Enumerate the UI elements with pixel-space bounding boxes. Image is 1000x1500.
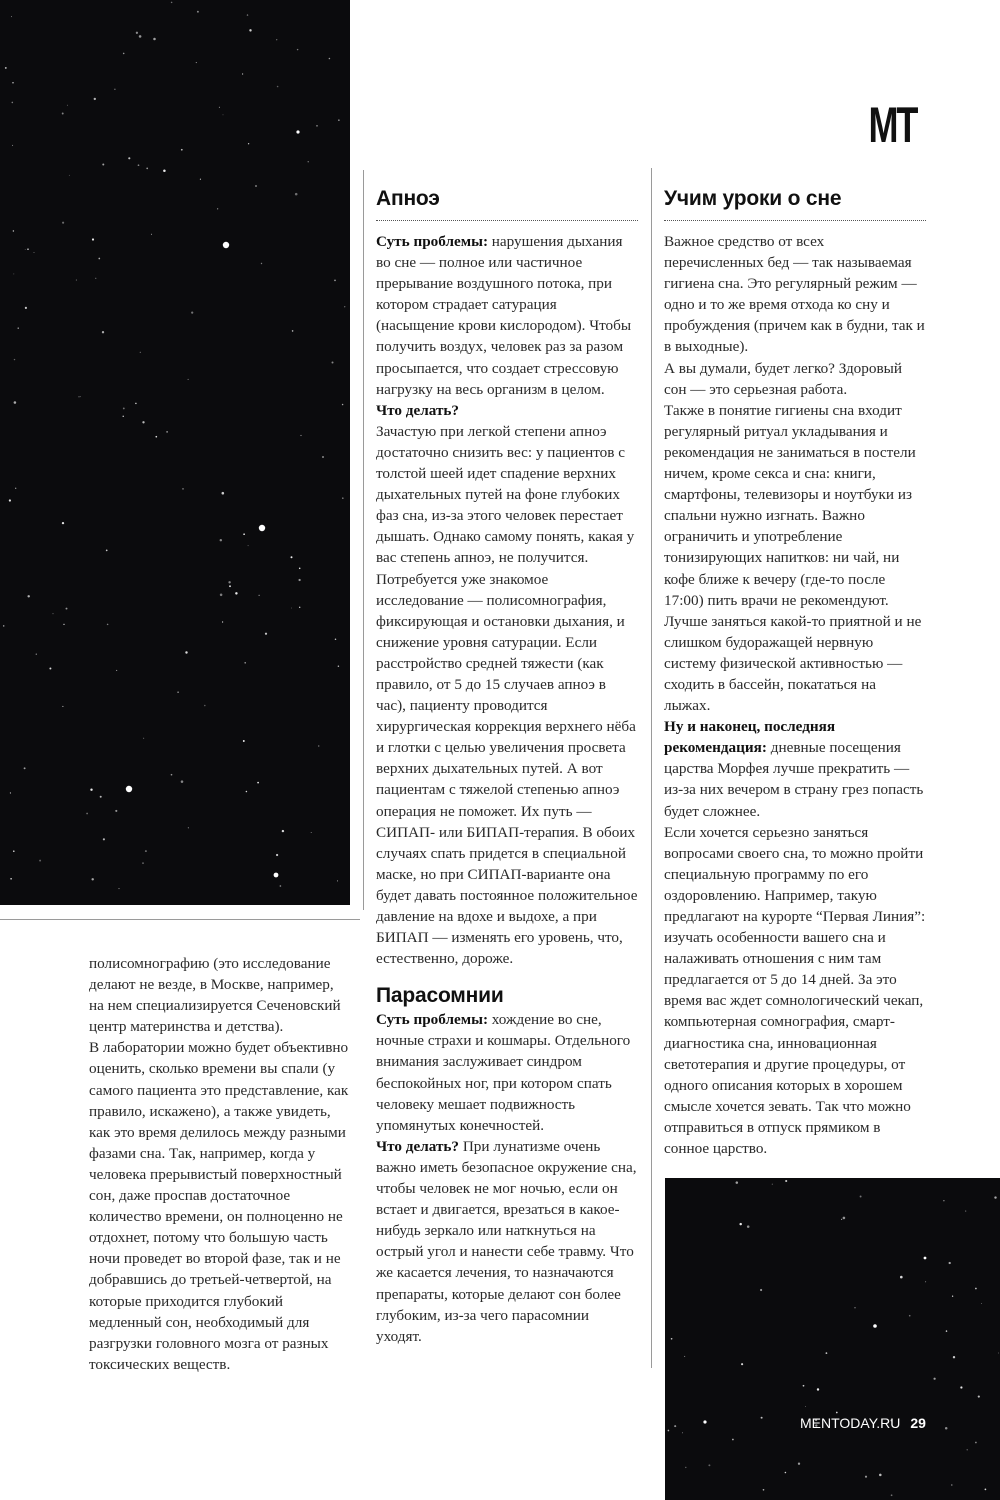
star xyxy=(188,827,189,828)
star xyxy=(785,1180,787,1182)
star xyxy=(255,185,257,187)
bright-star xyxy=(223,242,229,248)
star xyxy=(826,1352,828,1354)
bold-label: Ну и наконец, последняя рекомендация: xyxy=(664,718,836,757)
star xyxy=(235,592,237,594)
star xyxy=(952,1296,953,1297)
star xyxy=(140,352,141,353)
body-paragraph: В лаборатории можно будет объективно оценить, сколько времени вы спали (у самого пациента это представление, как правило, искажено), а также увидеть, как это время делилось между разными фазами сна. Так, например, когда у человека прерывистый поверхностный сон, даже проспав достаточное количество времени, он полноценно не отдохнет, потому что большую часть ночи проведет во второй фазе, так и не добравшись до третьей-четвертой, на которые приходится глубокий медленный сон, необходимый для разгрузки головного мозга от разных токсических веществ. xyxy=(89,1039,349,1373)
star xyxy=(181,780,184,783)
star xyxy=(798,1463,800,1465)
star xyxy=(34,252,35,253)
star xyxy=(736,1181,739,1184)
star xyxy=(114,89,115,90)
star xyxy=(191,312,193,314)
star xyxy=(10,878,12,880)
star xyxy=(909,1315,911,1317)
star xyxy=(166,431,168,433)
section-heading-parasomnia: Парасомнии xyxy=(376,984,504,1008)
starfield-image-top xyxy=(0,0,350,905)
middle-column xyxy=(376,186,638,1347)
star xyxy=(282,830,284,832)
star xyxy=(228,581,230,583)
star xyxy=(107,624,109,626)
body-text: нарушения дыхания во сне — полное или частичное прерывание воздушного потока, при котором страдает сатурация (насыщение крови кислородом). Чтобы получить воздух, человек раз за разом просыпается, что создает стрессовую нагрузку на весь организм в целом. xyxy=(376,233,632,398)
site-url: MENTODAY.RU xyxy=(800,1415,901,1431)
heading-dotted-rule xyxy=(664,220,926,221)
stars-top-svg xyxy=(0,0,350,905)
star xyxy=(276,854,278,856)
star xyxy=(946,1330,947,1331)
star xyxy=(951,1484,952,1485)
star xyxy=(25,307,27,309)
star xyxy=(308,161,309,162)
star xyxy=(975,1442,977,1444)
star xyxy=(994,1196,996,1198)
star xyxy=(298,579,300,581)
star xyxy=(62,522,64,524)
star xyxy=(836,1412,838,1414)
star xyxy=(67,105,68,106)
star xyxy=(219,107,220,108)
star xyxy=(220,594,223,597)
star xyxy=(761,1417,763,1419)
star xyxy=(139,35,142,38)
star xyxy=(291,608,292,609)
star xyxy=(763,1489,765,1491)
star xyxy=(933,1378,935,1380)
star xyxy=(128,157,130,159)
star xyxy=(300,435,301,436)
star xyxy=(66,608,68,610)
apnea-problem xyxy=(376,231,638,400)
star xyxy=(732,1439,734,1441)
bright-star xyxy=(126,786,132,792)
star xyxy=(181,149,183,151)
parasomnia-todo xyxy=(376,1136,638,1347)
star xyxy=(998,1353,999,1354)
star xyxy=(62,706,63,707)
bold-label: Что делать? xyxy=(376,1137,460,1155)
page-footer xyxy=(800,1415,926,1431)
star xyxy=(292,330,294,332)
star xyxy=(322,456,324,458)
star xyxy=(335,638,337,640)
star xyxy=(318,745,319,746)
star xyxy=(15,488,16,489)
bright-star xyxy=(924,1257,927,1260)
star xyxy=(36,654,37,655)
star xyxy=(280,885,282,887)
star xyxy=(14,401,17,404)
star xyxy=(100,796,102,798)
star xyxy=(222,492,225,495)
star xyxy=(291,556,293,558)
star xyxy=(86,813,88,815)
body-paragraph: Важное средство от всех перечисленных бед — так называемая гигиена сна. Это регулярный режим — одно и то же время отхода ко сну и пробуждения (причем как в будни, так и в выходные). xyxy=(664,233,925,356)
star xyxy=(102,331,104,333)
star xyxy=(13,850,15,852)
star xyxy=(949,1262,951,1264)
star xyxy=(217,208,218,209)
star xyxy=(342,404,344,406)
bright-star xyxy=(703,1420,706,1423)
star xyxy=(182,488,183,489)
star xyxy=(342,497,344,499)
star xyxy=(243,533,245,535)
star xyxy=(90,788,92,790)
star xyxy=(329,58,331,60)
star xyxy=(80,396,81,397)
star xyxy=(843,1217,846,1220)
star xyxy=(297,49,298,50)
star xyxy=(344,306,345,307)
star xyxy=(24,767,26,769)
star xyxy=(163,169,166,172)
star xyxy=(171,774,173,776)
star xyxy=(136,32,138,34)
column-divider xyxy=(651,168,652,1368)
star xyxy=(12,145,13,146)
body-paragraph: полисомнографию (это исследование делают не везде, в Москве, например, на нем специализируется Сеченовский центр материнства и детства). xyxy=(89,955,341,1036)
page-number: 29 xyxy=(910,1415,926,1431)
star xyxy=(331,361,333,363)
star xyxy=(295,193,298,196)
star xyxy=(155,436,157,438)
star xyxy=(975,1288,977,1290)
star xyxy=(92,238,94,240)
star xyxy=(95,278,96,279)
star xyxy=(25,249,26,250)
star xyxy=(311,832,312,833)
star xyxy=(739,1223,741,1225)
star xyxy=(244,662,246,664)
star xyxy=(138,164,140,166)
star xyxy=(865,1476,867,1478)
star xyxy=(220,539,222,541)
star xyxy=(146,168,148,170)
section-heading-lessons: Учим уроки о сне xyxy=(664,187,842,210)
star xyxy=(985,1489,987,1491)
star xyxy=(115,810,117,812)
bold-label: Что делать? xyxy=(376,401,460,419)
image-caption-rule xyxy=(0,919,360,920)
star xyxy=(196,62,197,63)
right-column xyxy=(664,186,926,1159)
star xyxy=(197,11,199,13)
star xyxy=(891,1494,893,1496)
star xyxy=(674,1425,676,1427)
star xyxy=(854,1307,855,1308)
star xyxy=(965,1211,966,1212)
star xyxy=(12,102,14,104)
apnea-todo-label xyxy=(376,400,638,421)
star xyxy=(967,1449,968,1450)
star xyxy=(98,258,100,260)
bright-star xyxy=(873,1324,877,1328)
star xyxy=(102,163,104,165)
star xyxy=(143,738,144,739)
star xyxy=(981,1303,982,1304)
star xyxy=(247,14,248,15)
star xyxy=(945,1427,948,1430)
body-text: хождение во сне, ночные страхи и кошмары. Отдельного внимания заслуживает синдром беспокойных ног, при котором спать человеку мешает подвижность упомянутых конечностей. xyxy=(376,1011,631,1134)
star xyxy=(229,585,231,587)
star xyxy=(925,1281,926,1282)
column-divider-left xyxy=(363,170,364,910)
star xyxy=(334,280,336,282)
star xyxy=(668,1430,670,1432)
star xyxy=(185,651,187,653)
star xyxy=(135,403,137,405)
stars-bottom-svg xyxy=(665,1178,1000,1500)
bright-star xyxy=(274,873,279,878)
star xyxy=(123,407,125,409)
star xyxy=(78,396,79,397)
star xyxy=(27,595,29,597)
star xyxy=(276,39,277,40)
star xyxy=(62,222,64,224)
star xyxy=(39,860,41,862)
star xyxy=(277,86,279,88)
star xyxy=(204,705,206,707)
star xyxy=(685,1467,686,1468)
star xyxy=(943,1200,944,1201)
star xyxy=(259,595,260,596)
spacer xyxy=(376,969,638,983)
star xyxy=(171,2,173,4)
star xyxy=(747,1225,750,1228)
star xyxy=(10,792,11,793)
bold-label: Суть проблемы: xyxy=(376,1011,488,1029)
lessons-final xyxy=(664,716,926,821)
body-text: При лунатизме очень важно иметь безопасное окружение сна, чтобы человек не мог ночью, если он встает и двигается, врезаться в какое-нибудь зеркало или наткнуться на острый угол и нанести себе травму. Что же касается лечения, то назначаются препараты, которые делают сон более глубоким, из-за чего парасомнии уходят. xyxy=(376,1137,637,1345)
star xyxy=(860,1196,862,1198)
star xyxy=(151,234,152,235)
star xyxy=(123,416,124,417)
star xyxy=(223,114,224,115)
star xyxy=(242,73,243,74)
star xyxy=(316,125,317,126)
star xyxy=(682,1432,683,1433)
star xyxy=(671,1338,673,1340)
magazine-logo: MT xyxy=(868,97,916,153)
section-heading-apnea: Апноэ xyxy=(376,187,440,210)
left-column xyxy=(89,953,351,1375)
star xyxy=(188,379,189,380)
star xyxy=(265,633,267,635)
body-paragraph: Если хочется серьезно заняться вопросами своего сна, то можно пройти специальную программу по его оздоровлению. Например, такую предлагают на курорте “Первая Линия”: изучать особенности вашего сна и налаживать отношения с ним там предлагается от 5 до 14 дней. За это время вас ждет сомнологический чекап, компьютерная сомнография, смарт-диагностика сна, инновационная светотерапия и другие процедуры, от одного описания которых в хорошем смысле хочется зевать. Так что можно отправиться в отпуск прямиком в сонное царство. xyxy=(664,823,926,1158)
star xyxy=(13,230,14,231)
star xyxy=(12,82,13,83)
star xyxy=(49,668,51,670)
star xyxy=(785,1472,787,1474)
star xyxy=(200,179,201,180)
bright-star xyxy=(296,130,299,133)
star xyxy=(76,280,77,281)
star xyxy=(103,838,105,840)
star xyxy=(27,248,29,250)
star xyxy=(841,1219,842,1220)
star xyxy=(803,1385,805,1387)
bold-label: Суть проблемы: xyxy=(376,233,488,250)
star xyxy=(222,621,223,622)
star xyxy=(11,16,12,17)
star xyxy=(246,791,248,793)
star xyxy=(119,888,120,889)
apnea-todo-text: Зачастую при легкой степени апноэ достаточно снизить вес: у пациентов с толстой шеей идет спадение верхних дыхательных путей на фоне глубоких фаз сна, из-за этого человек перестает дышать. Однако самому понять, какая у вас степень апноэ, не получится. Потребуется уже знакомое исследование — полисомнография, фиксирующая и остановки дыхания, и снижение уровня сатурации. Если расстройство средней тяжести (как правило, от 5 до 15 случаев апноэ в час), пациенту проводится хирургическая коррекция верхнего нёба и глотки с целью увеличения просвета верхних дыхательных путей. А вот пациентам с тяжелой степенью апноэ операция не поможет. Их путь — СИПАП- или БИПАП-терапия. В обоих случаях спать придется в специальной маске, но при СИПАП-варианте она будет давать постоянное положительное давление на вдохе и выдохе, а при БИПАП — изменять его уровень, что, естественно, дороже. xyxy=(376,422,638,968)
star xyxy=(63,624,64,625)
star xyxy=(261,263,262,264)
star xyxy=(106,550,108,552)
star xyxy=(18,327,19,328)
star xyxy=(760,1289,762,1291)
bright-star xyxy=(259,525,265,531)
star xyxy=(142,862,144,864)
star xyxy=(248,545,249,546)
star xyxy=(53,613,54,614)
star xyxy=(62,113,64,115)
star xyxy=(142,421,144,423)
star xyxy=(338,119,339,120)
star xyxy=(243,740,245,742)
starfield-image-bottom xyxy=(665,1178,1000,1500)
star xyxy=(337,880,338,881)
star xyxy=(14,359,15,360)
star xyxy=(9,499,11,501)
star xyxy=(299,568,301,570)
star xyxy=(257,782,259,784)
star xyxy=(249,29,251,31)
star xyxy=(741,1363,743,1365)
star xyxy=(817,1388,819,1390)
star xyxy=(145,850,147,852)
star xyxy=(338,665,339,666)
star xyxy=(116,670,117,671)
star xyxy=(69,175,70,176)
star xyxy=(94,98,96,100)
star xyxy=(153,38,156,41)
parasomnia-problem xyxy=(376,1009,638,1136)
star xyxy=(900,1276,903,1279)
star xyxy=(177,691,179,693)
star xyxy=(3,625,5,627)
star xyxy=(805,1406,806,1407)
star xyxy=(960,1386,962,1388)
star xyxy=(5,67,7,69)
body-paragraph: А вы думали, будет легко? Здоровый сон — это серьезная работа. xyxy=(664,359,902,398)
star xyxy=(879,1474,882,1477)
star xyxy=(13,273,14,274)
body-paragraph: Также в понятие гигиены сна входит регулярный ритуал укладывания и рекомендация не заниматься в постели ничем, кроме секса и сна: книги, смартфоны, телевизоры и ноутбуки из спальни нужно изгнать. Важно ограничить и употребление тонизирующих напитков: ни чай, ни кофе ближе к вечеру (где-то после 17:00) пить врачи не рекомендуют. Лучше заняться какой-то приятной и не слишком будоражащей нервную систему физической активностью — сходить в бассейн, покататься на лыжах. xyxy=(664,401,922,715)
star xyxy=(953,1356,955,1358)
body-text: дневные посещения царства Морфея лучше прекратить — из-за них вечером в страну грез попасть будет сложнее. xyxy=(664,739,924,820)
star xyxy=(772,1184,773,1185)
star xyxy=(708,1464,710,1466)
heading-dotted-rule xyxy=(376,220,638,221)
star xyxy=(248,143,249,144)
star xyxy=(299,607,300,608)
star xyxy=(91,878,93,880)
star xyxy=(978,1396,980,1398)
star xyxy=(123,53,125,55)
star xyxy=(684,1356,685,1357)
